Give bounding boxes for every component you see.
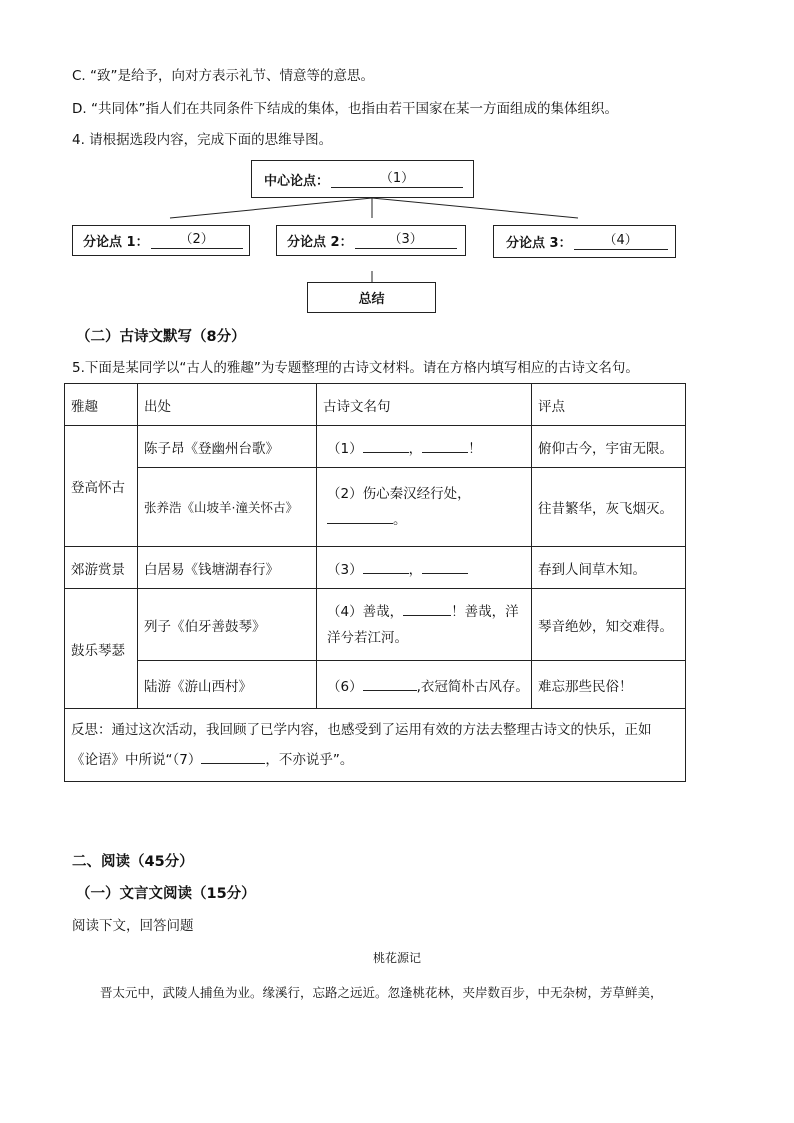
sub-point-2-box xyxy=(276,225,466,256)
passage-first-line: 晋太元中，武陵人捕鱼为业。缘溪行，忘路之远近。忽逢桃花林，夹岸数百步，中无杂树，芳草鲜美， xyxy=(100,985,663,1000)
comment-cell: 春到人间草木知。 xyxy=(532,547,686,589)
table-header-row xyxy=(65,384,686,426)
header-cell: 雅趣 xyxy=(65,384,138,426)
sub-point-1-box xyxy=(72,225,250,256)
source-cell: 陈子昂《登幽州台歌》 xyxy=(138,426,317,468)
punctuation: ！ xyxy=(468,440,482,457)
answer-blank[interactable] xyxy=(327,509,393,524)
verse-text: （4）善哉， xyxy=(327,603,404,620)
sub-point-2-label: 分论点 2： xyxy=(287,235,353,250)
punctuation: 。 xyxy=(393,512,407,528)
answer-blank[interactable] xyxy=(363,559,409,574)
source-cell: 陆游《游山西村》 xyxy=(138,661,317,709)
verse-cell xyxy=(317,661,532,709)
table-row xyxy=(65,426,686,468)
verse-cell xyxy=(317,426,532,468)
sub-point-1-blank[interactable]: （2） xyxy=(151,232,243,249)
table-row xyxy=(65,468,686,547)
category-cell: 登高怀古 xyxy=(65,426,138,547)
verse-cell xyxy=(317,468,532,547)
sub-point-3-label: 分论点 3： xyxy=(506,236,572,251)
blank-number: （6） xyxy=(327,678,363,695)
table-row xyxy=(65,589,686,661)
header-cell: 出处 xyxy=(138,384,317,426)
source-cell: 白居易《钱塘湖春行》 xyxy=(138,547,317,589)
answer-blank[interactable] xyxy=(422,438,468,453)
verse-text: ！善哉，洋 xyxy=(451,603,519,620)
answer-blank[interactable] xyxy=(403,601,451,616)
verse-line xyxy=(327,599,525,625)
classical-reading-title: （一）文言文阅读（15分） xyxy=(76,886,256,902)
center-thesis-box xyxy=(251,160,474,198)
option-c: C. “致”是给予，向对方表示礼节、情意等的意思。 xyxy=(72,68,374,84)
reflection-row xyxy=(65,709,686,782)
section-2-title: （二）古诗文默写（8分） xyxy=(76,329,246,345)
verse-line: （2）伤心秦汉经行处， xyxy=(327,486,471,502)
sub-point-1-label: 分论点 1： xyxy=(83,235,149,250)
comment-cell: 往昔繁华，灰飞烟灭。 xyxy=(532,468,686,547)
answer-blank[interactable] xyxy=(363,438,409,453)
answer-blank[interactable] xyxy=(422,559,468,574)
source-cell: 张养浩《山坡羊·潼关怀古》 xyxy=(138,468,317,547)
blank-number: （1） xyxy=(327,440,363,457)
header-cell: 评点 xyxy=(532,384,686,426)
source-cell: 列子《伯牙善鼓琴》 xyxy=(138,589,317,661)
answer-blank[interactable] xyxy=(363,676,417,691)
sub-point-3-blank[interactable]: （4） xyxy=(574,233,668,250)
sub-point-2-blank[interactable]: （3） xyxy=(355,232,457,249)
sub-point-3-box xyxy=(493,225,676,258)
reflection-line xyxy=(71,745,679,775)
reflection-text: 《论语》中所说“（7） xyxy=(71,752,202,768)
poem-table xyxy=(64,383,686,782)
verse-line xyxy=(327,507,525,533)
separator: ， xyxy=(408,561,423,578)
reflection-cell xyxy=(65,709,686,782)
center-thesis-blank[interactable]: （1） xyxy=(331,171,463,188)
verse-cell xyxy=(317,589,532,661)
part-2-title: 二、阅读（45分） xyxy=(72,854,194,870)
reading-prompt: 阅读下文，回答问题 xyxy=(72,918,194,934)
blank-number: （3） xyxy=(327,561,363,578)
table-row xyxy=(65,547,686,589)
category-cell: 郊游赏景 xyxy=(65,547,138,589)
summary-box xyxy=(307,282,436,313)
verse-cell xyxy=(317,547,532,589)
comment-cell: 琴音绝妙，知交难得。 xyxy=(532,589,686,661)
answer-blank[interactable] xyxy=(201,749,265,764)
category-cell: 鼓乐琴瑟 xyxy=(65,589,138,709)
question-5-prompt: 5.下面是某同学以“古人的雅趣”为专题整理的古诗文材料。请在方格内填写相应的古诗文名句。 xyxy=(72,360,639,376)
verse-text: ,衣冠简朴古风存。 xyxy=(416,678,529,695)
option-d: D. “共同体”指人们在共同条件下结成的集体，也指由若干国家在某一方面组成的集体组织。 xyxy=(72,101,618,117)
reflection-text: ，不亦说乎”。 xyxy=(265,752,354,768)
header-cell: 古诗文名句 xyxy=(317,384,532,426)
question-4-prompt: 4. 请根据选段内容，完成下面的思维导图。 xyxy=(72,132,333,148)
passage-title: 桃花源记 xyxy=(372,951,421,965)
comment-cell: 俯仰古今，宇宙无限。 xyxy=(532,426,686,468)
reflection-line: 反思：通过这次活动，我回顾了已学内容，也感受到了运用有效的方法去整理古诗文的快乐，正如 xyxy=(71,722,652,738)
comment-cell: 难忘那些民俗！ xyxy=(532,661,686,709)
separator: ， xyxy=(408,440,423,457)
summary-label: 总结 xyxy=(358,292,385,307)
table-row xyxy=(65,661,686,709)
center-thesis-label: 中心论点： xyxy=(264,173,330,189)
verse-line: 洋兮若江河。 xyxy=(327,629,408,646)
